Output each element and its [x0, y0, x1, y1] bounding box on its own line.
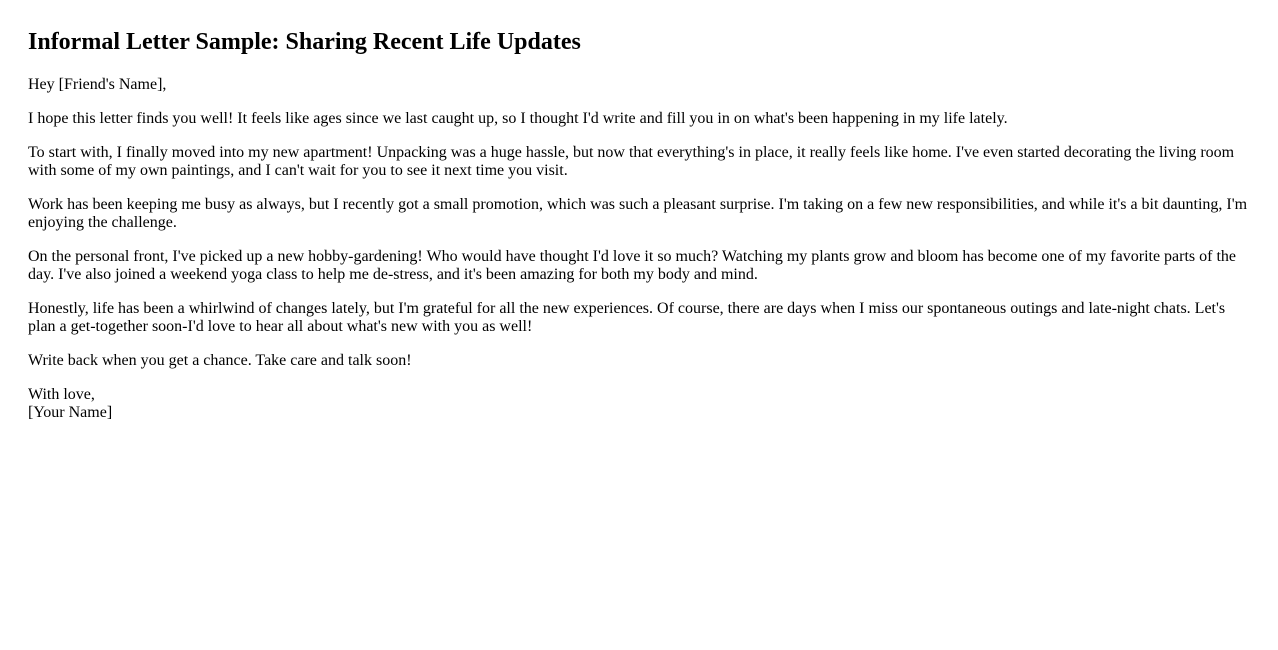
paragraph-intro: I hope this letter finds you well! It feels like ages since we last caught up, so I thought I'd write and fill you in on what's been happening in my life lately. [28, 110, 1008, 127]
greeting: Hey [Friend's Name], [28, 76, 167, 93]
closing-phrase: With love, [28, 386, 95, 403]
paragraph-work: Work has been keeping me busy as always, but I recently got a small promotion, which was such a pleasant surprise. I'm taking on a few new responsibilities, and while it's a bit daunting, I'm enjoying the challenge. [28, 196, 1248, 231]
signature: [Your Name] [28, 404, 113, 421]
paragraph-apartment: To start with, I finally moved into my new apartment! Unpacking was a huge hassle, but now that everything's in place, it really feels like home. I've even started decorating the living room with some of my own paintings, and I can't wait for you to see it next time you visit. [28, 144, 1235, 179]
paragraph-sign-off: Write back when you get a chance. Take care and talk soon! [28, 352, 412, 369]
page-title: Informal Letter Sample: Sharing Recent Life Updates [28, 29, 581, 55]
closing-block [28, 386, 1250, 422]
paragraph-personal: On the personal front, I've picked up a new hobby-gardening! Who would have thought I'd love it so much? Watching my plants grow and bloom has become one of my favorite parts of the day. I've also joined a weekend yoga class to help me de-stress, and it's been amazing for both my body and mind. [28, 248, 1237, 283]
paragraph-reflection: Honestly, life has been a whirlwind of changes lately, but I'm grateful for all the new experiences. Of course, there are days when I miss our spontaneous outings and late-night chats. Let's plan a get-together soon-I'd love to hear all about what's new with you as well! [28, 300, 1226, 335]
